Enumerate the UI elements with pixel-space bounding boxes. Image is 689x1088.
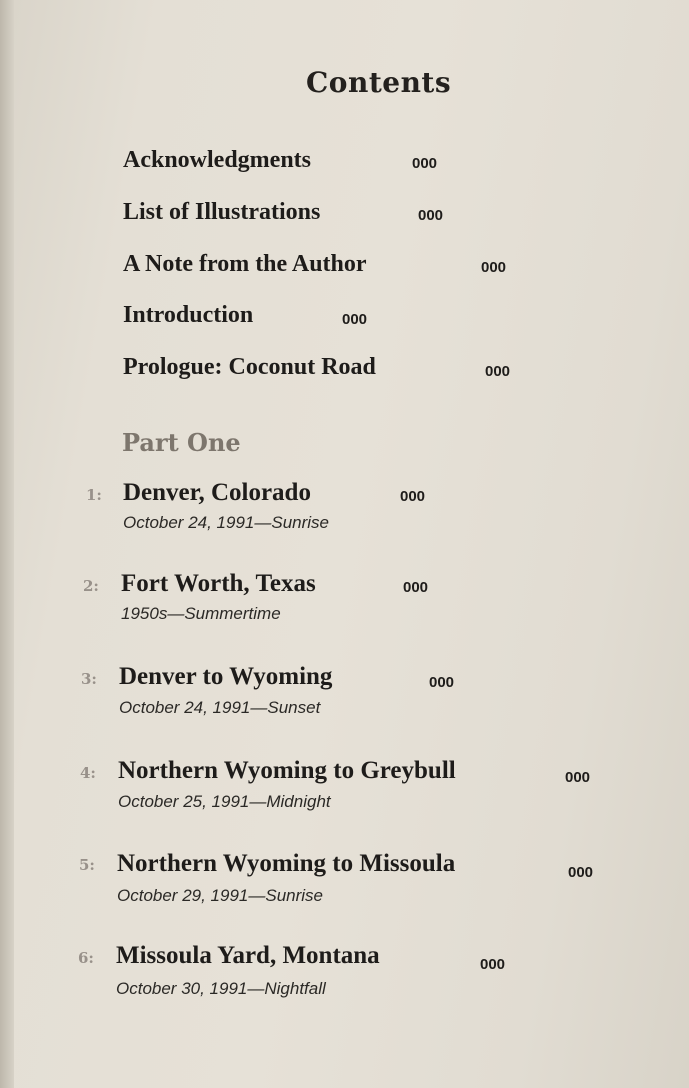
page-number-list-of-illustrations: 000 [418,207,444,224]
chapter-number: 5: [79,856,95,874]
chapter-title: Northern Wyoming to Missoula [117,850,456,877]
chapter-title: Denver, Colorado [123,479,311,506]
chapter-page-number: 000 [403,579,429,596]
chapter-subtitle: October 29, 1991—Sunrise [117,886,324,905]
chapter-title: Northern Wyoming to Greybull [118,757,456,784]
page-number-acknowledgments: 000 [412,155,438,172]
contents-title: Contents [306,66,452,99]
chapter-number: 6: [78,949,94,967]
chapter-subtitle: 1950s—Summertime [121,604,281,623]
chapter-number: 4: [80,764,96,782]
chapter-number: 1: [86,486,102,504]
page-number-introduction: 000 [342,311,368,328]
toc-entry-list-of-illustrations: List of Illustrations [123,199,321,225]
chapter-subtitle: October 24, 1991—Sunrise [123,513,330,532]
chapter-title: Missoula Yard, Montana [116,942,380,969]
chapter-subtitle: October 25, 1991—Midnight [118,792,331,811]
chapter-subtitle: October 30, 1991—Nightfall [116,979,326,998]
chapter-page-number: 000 [480,956,506,973]
chapter-page-number: 000 [565,769,591,786]
chapter-number: 2: [83,577,99,595]
toc-entry-note-from-author: A Note from the Author [123,251,367,277]
chapter-title: Fort Worth, Texas [121,570,316,597]
toc-entry-introduction: Introduction [123,302,254,328]
chapter-page-number: 000 [568,864,594,881]
chapter-page-number: 000 [429,674,455,691]
toc-entry-prologue: Prologue: Coconut Road [123,354,376,380]
chapter-page-number: 000 [400,488,426,505]
page-binding-edge [0,0,14,1088]
chapter-number: 3: [81,670,97,688]
chapter-subtitle: October 24, 1991—Sunset [119,698,321,717]
toc-entry-acknowledgments: Acknowledgments [123,147,312,173]
part-heading: Part One [122,428,241,457]
chapter-title: Denver to Wyoming [119,663,333,690]
page-number-prologue: 000 [485,363,511,380]
page-number-note-from-author: 000 [481,259,507,276]
